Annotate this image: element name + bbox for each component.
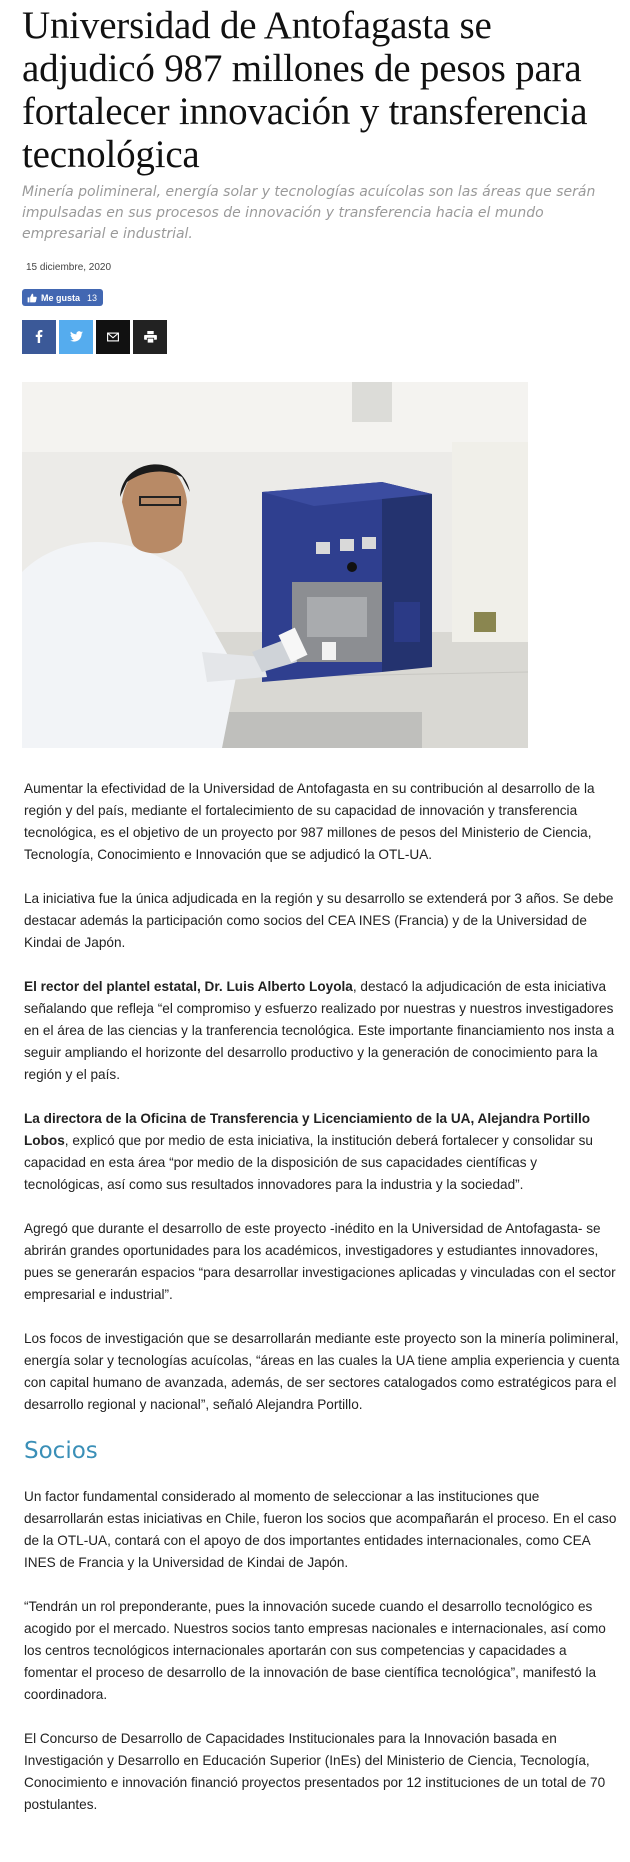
print-button[interactable] bbox=[133, 320, 167, 354]
article-photo bbox=[22, 382, 528, 748]
article-container bbox=[22, 0, 620, 1838]
article-body bbox=[22, 778, 620, 1816]
thumbs-up-icon bbox=[27, 293, 37, 303]
paragraph bbox=[24, 1108, 620, 1196]
envelope-icon bbox=[107, 332, 119, 342]
paragraph: Agregó que durante el desarrollo de este proyecto -inédito en la Universidad de Antofagasta- se abrirán grandes oportunidades para los académicos, investigadores y estudiantes innovadores, pues se generarán espacios “para desarrollar investigaciones aplicadas y vinculadas con el sector empresarial e industrial”. bbox=[24, 1220, 616, 1302]
facebook-icon bbox=[35, 330, 43, 343]
paragraph-text: , explicó que por medio de esta iniciativa, la institución deberá fortalecer y consolidar su capacidad en esta área “por medio de la disposición de sus capacidades científicas y tecnológicas, así como sus resultados innovadores para la industria y la sociedad”. bbox=[24, 1132, 593, 1192]
facebook-share-button[interactable] bbox=[22, 320, 56, 354]
like-button[interactable] bbox=[22, 289, 103, 306]
paragraph-text: , destacó la adjudicación de esta iniciativa señalando que refleja “el compromiso y esfuerzo realizado por nuestras y nuestros investigadores en el área de las ciencias y la tranferencia tecnológica. Este importante financiamiento nos insta a seguir ampliando el horizonte del desarrollo productivo y la generación de conocimiento para la región y el país. bbox=[24, 978, 615, 1082]
paragraph: “Tendrán un rol preponderante, pues la innovación sucede cuando el desarrollo tecnológico es acogido por el mercado. Nuestros socios tanto empresas nacionales e internacionales, así como los centros tecnológicos internacionales aportarán con sus competencias y capacidades a fomentar el proceso de desarrollo de la innovación de base científica tecnológica”, manifestó la coordinadora. bbox=[24, 1598, 606, 1702]
paragraph: El Concurso de Desarrollo de Capacidades Institucionales para la Innovación basada en Investigación y Desarrollo en Educación Superior (InEs) del Ministerio de Ciencia, Tecnología, Conocimiento e innovación financió proyectos presentados por 12 instituciones de un total de 70 postulantes. bbox=[24, 1730, 606, 1812]
twitter-share-button[interactable] bbox=[59, 320, 93, 354]
paragraph: Aumentar la efectividad de la Universidad de Antofagasta en su contribución al desarrollo de la región y del país, mediante el fortalecimiento de su capacidad de innovación y transferencia tecnológica, es el objetivo de un proyecto por 987 millones de pesos del Ministerio de Ciencia, Tecnología, Conocimiento e Innovación que se adjudicó la OTL-UA. bbox=[24, 780, 595, 862]
printer-icon bbox=[144, 331, 157, 343]
paragraph: La iniciativa fue la única adjudicada en la región y su desarrollo se extenderá por 3 años. Se debe destacar además la participación como socios del CEA INES (Francia) y de la Universidad de Kindai de Japón. bbox=[24, 890, 614, 950]
publish-date: 15 diciembre, 2020 bbox=[26, 262, 112, 273]
paragraph bbox=[24, 976, 620, 1086]
rector-name: El rector del plantel estatal, Dr. Luis Alberto Loyola bbox=[24, 978, 353, 994]
director-name: La directora de la Oficina de Transferencia y Licenciamiento de la UA, Alejandra Portillo Lobos bbox=[24, 1110, 591, 1148]
like-label: Me gusta bbox=[41, 292, 81, 303]
share-bar bbox=[22, 320, 616, 354]
like-count: 13 bbox=[87, 292, 98, 303]
twitter-icon bbox=[70, 331, 83, 342]
paragraph: Un factor fundamental considerado al momento de seleccionar a las instituciones que desarrollarán estas iniciativas en Chile, fueron los socios que acompañarán el proceso. En el caso de la OTL-UA, contará con el apoyo de dos importantes entidades internacionales, como CEA INES de Francia y la Universidad de Kindai de Japón. bbox=[24, 1488, 617, 1570]
article-title: Universidad de Antofagasta se adjudicó 987 millones de pesos para fortalecer innovación y transferencia tecnológica bbox=[22, 4, 588, 176]
lab-photo-illustration bbox=[22, 382, 528, 748]
email-share-button[interactable] bbox=[96, 320, 130, 354]
article-subtitle: Minería polimineral, energía solar y tecnologías acuícolas son las áreas que serán impulsadas en sus procesos de innovación y transferencia hacia el mundo empresarial e industrial. bbox=[22, 184, 596, 242]
section-heading: Socios bbox=[24, 1437, 98, 1464]
paragraph: Los focos de investigación que se desarrollarán mediante este proyecto son la minería polimineral, energía solar y tecnologías acuícolas, “áreas en las cuales la UA tiene amplia experiencia y cuenta con capital humano de avanzada, además, de ser sectores catalogados como estratégicos para el desarrollo regional y nacional”, señaló Alejandra Portillo. bbox=[24, 1330, 620, 1412]
